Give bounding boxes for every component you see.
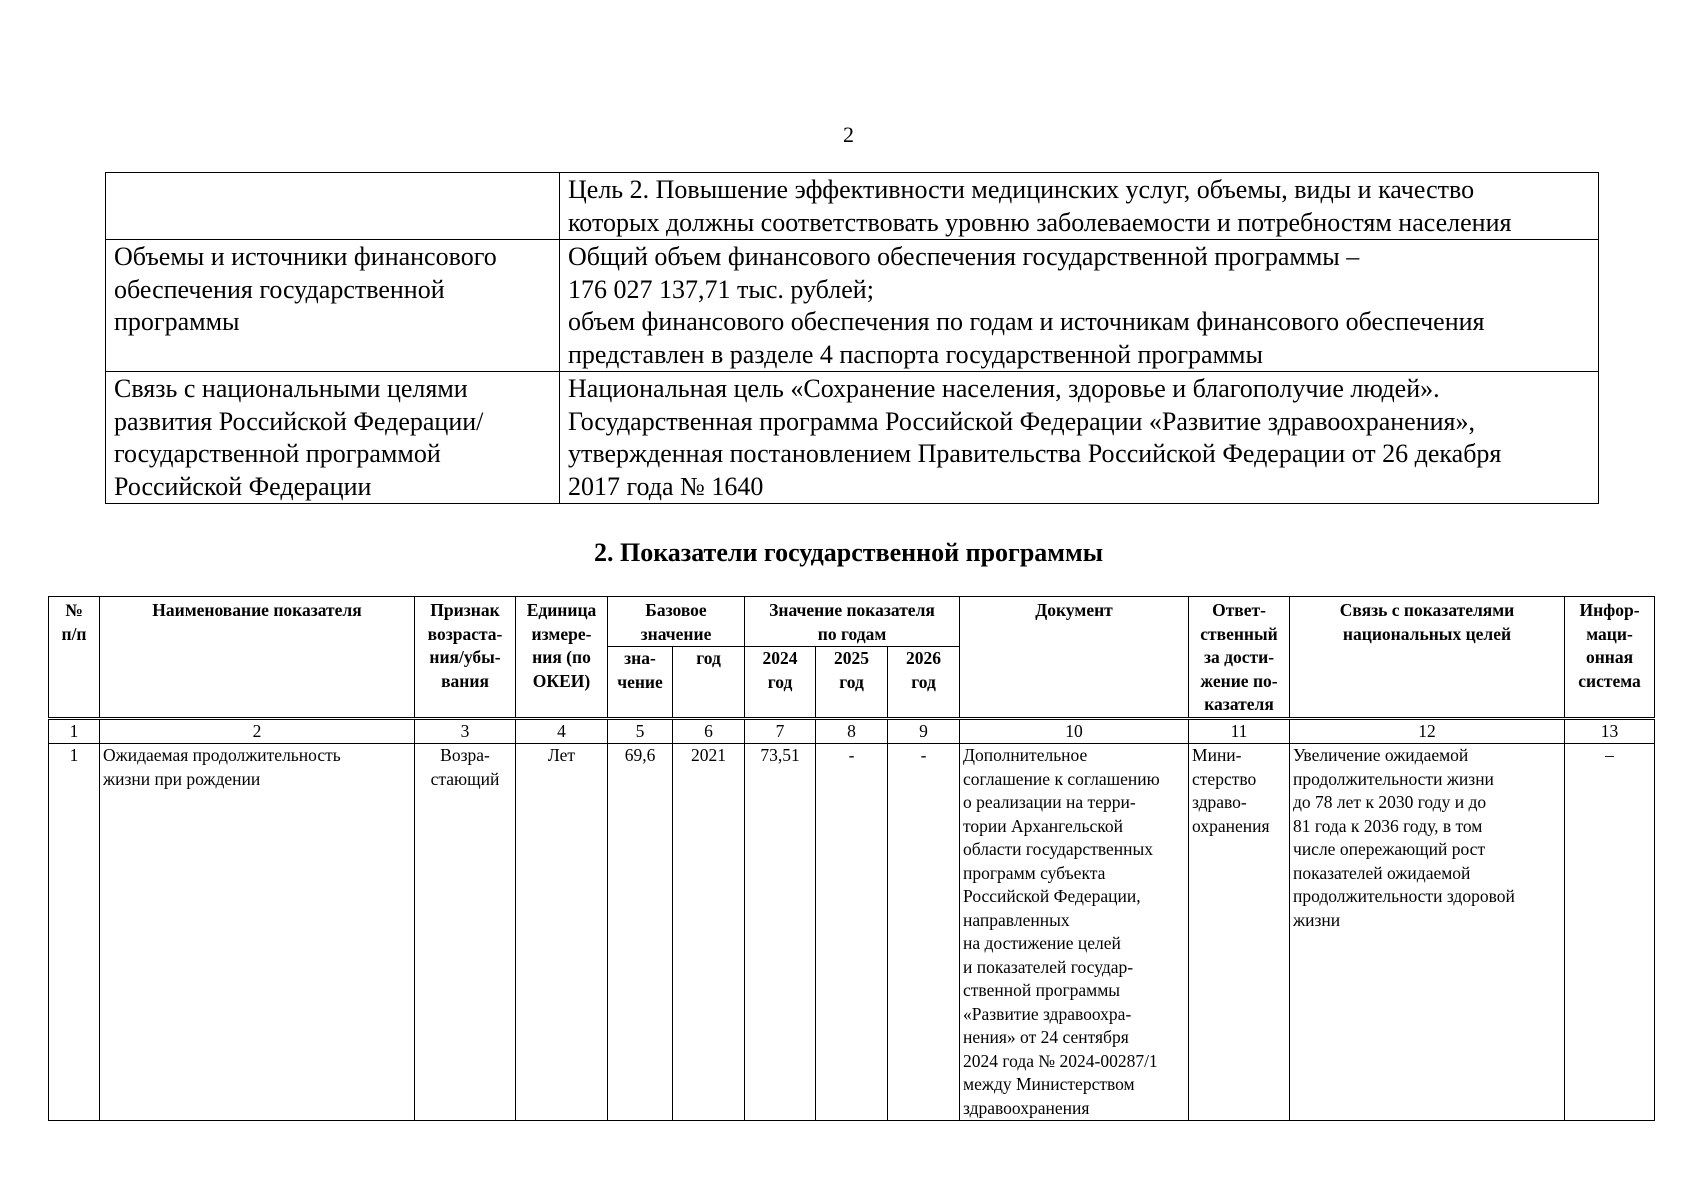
text-line: 81 года к 2036 году, в том [1293, 815, 1483, 836]
header-base-value [608, 647, 673, 718]
text-line: до 78 лет к 2030 году и до [1293, 792, 1487, 812]
text-line: о реализации на терри- [963, 792, 1136, 812]
column-number: 7 [745, 718, 816, 744]
header-text: значение [640, 623, 712, 644]
cell-document [960, 744, 1189, 1121]
column-number: 10 [960, 718, 1189, 744]
header-text: возраста- [427, 623, 503, 644]
header-text: Значение показателя [769, 600, 935, 620]
header-text: за дости- [1203, 647, 1275, 667]
cell-info-system: – [1565, 744, 1655, 1121]
passport-label [106, 372, 560, 504]
text-line: охранения [1192, 815, 1270, 836]
text-line: Государственная программа Российской Федерации «Развитие здравоохранения», [568, 406, 1476, 436]
header-text: ственный [1200, 623, 1278, 644]
header-text: вания [441, 670, 489, 691]
passport-table [105, 172, 1599, 504]
header-text: год [767, 671, 793, 692]
cell-base-year: 2021 [673, 744, 745, 1121]
text-line: жизни при рождении [103, 768, 261, 789]
text-line: числе опережающий рост [1293, 839, 1486, 859]
header-text: онная [1585, 647, 1634, 667]
header-text: п/п [61, 623, 87, 644]
text-line: и показателей государ- [963, 956, 1134, 977]
text-line: направленных [963, 909, 1070, 930]
passport-content [560, 173, 1599, 240]
column-number: 4 [516, 718, 608, 744]
header-info-system [1565, 597, 1655, 719]
header-unit [516, 597, 608, 719]
cell-2026: - [888, 744, 960, 1121]
text-line: утвержденная постановлением Правительства Российской Федерации от 26 декабря [568, 439, 1502, 468]
header-document: Документ [960, 597, 1189, 719]
cell-num: 1 [49, 744, 100, 1121]
header-base-year: год [673, 647, 745, 718]
header-link [1290, 597, 1565, 719]
header-text: год [839, 671, 864, 692]
cell-responsible [1189, 744, 1290, 1121]
passport-row-financing [106, 240, 1599, 372]
text-line: «Развитие здравоохра- [963, 1003, 1132, 1024]
column-number: 5 [608, 718, 673, 744]
header-text: зна- [624, 648, 656, 669]
header-text: год [911, 671, 936, 692]
header-sign [415, 597, 516, 719]
cell-base-value: 69,6 [608, 744, 673, 1121]
text-line: стерство [1192, 768, 1257, 789]
passport-label [106, 240, 560, 372]
header-text: ОКЕИ) [532, 670, 591, 691]
text-line: Возра- [440, 745, 490, 765]
text-line: на достижение целей [963, 933, 1121, 953]
text-line: соглашение к соглашению [963, 768, 1160, 789]
table-row [49, 744, 1655, 1121]
passport-content [560, 372, 1599, 504]
header-text: 2025 [834, 648, 869, 669]
passport-row-national-goals [106, 372, 1599, 504]
cell-2025: - [816, 744, 888, 1121]
text-line: 2017 года № 1640 [568, 471, 764, 501]
text-line: тории Архангельской [963, 815, 1124, 836]
text-line: программы [114, 307, 240, 336]
text-line: между Министерством [963, 1074, 1135, 1094]
text-line: Российской Федерации [114, 471, 372, 501]
header-text: Инфор- [1579, 600, 1640, 620]
text-line: Российской Федерации, [963, 886, 1141, 906]
header-text: система [1578, 670, 1641, 691]
column-number-row [49, 718, 1655, 744]
header-text: национальных целей [1342, 623, 1512, 644]
text-line: продолжительности жизни [1293, 768, 1494, 789]
text-line: 176 027 137,71 тыс. рублей; [568, 274, 874, 304]
header-text: ния/убы- [429, 647, 501, 667]
header-text: жение по- [1200, 670, 1278, 691]
text-line: Национальная цель «Сохранение населения, здоровье и благополучие людей». [568, 374, 1440, 403]
cell-unit: Лет [516, 744, 608, 1121]
column-number: 8 [816, 718, 888, 744]
text-line: области государственных [963, 839, 1154, 859]
column-number: 9 [888, 718, 960, 744]
text-line: 2024 года № 2024-00287/1 [963, 1050, 1158, 1071]
header-values-by-year [745, 597, 960, 647]
page-number: 2 [843, 122, 854, 147]
text-line: здравоохранения [963, 1097, 1090, 1118]
text-line: развития Российской Федерации/ [114, 406, 484, 436]
header-text: Базовое [645, 600, 707, 620]
column-number: 1 [49, 718, 100, 744]
header-num [49, 597, 100, 719]
text-line: объем финансового обеспечения по годам и источникам финансового обеспечения [568, 307, 1485, 336]
header-text: по годам [817, 623, 887, 644]
header-text: Ответ- [1212, 600, 1266, 620]
text-line: Мини- [1192, 745, 1242, 765]
text-line: программ субъекта [963, 862, 1106, 883]
column-number: 13 [1565, 718, 1655, 744]
cell-name [100, 744, 415, 1121]
text-line: которых должны соответствовать уровню заболеваемости и потребностям населения [568, 207, 1512, 237]
text-line: Цель 2. Повышение эффективности медицинских услуг, объемы, виды и качество [568, 175, 1475, 204]
text-line: представлен в разделе 4 паспорта государственной программы [568, 339, 1263, 369]
section-title: 2. Показатели государственной программы [593, 538, 1104, 567]
cell-2024: 73,51 [745, 744, 816, 1121]
text-line: здраво- [1192, 792, 1247, 812]
header-text: 2026 [906, 648, 941, 669]
header-2025 [816, 647, 888, 718]
cell-link [1290, 744, 1565, 1121]
header-text: 2024 [762, 648, 798, 669]
header-text: Признак [430, 600, 500, 620]
column-number: 6 [673, 718, 745, 744]
text-line: ственной программы [963, 980, 1121, 1000]
indicators-table [48, 596, 1655, 1121]
text-line: Общий объем финансового обеспечения государственной программы – [568, 242, 1360, 271]
cell-sign [415, 744, 516, 1121]
header-text: Единица [526, 600, 597, 620]
header-text: маци- [1586, 623, 1633, 644]
text-line: Ожидаемая продолжительность [103, 745, 341, 765]
text-line: государственной программой [114, 439, 441, 468]
column-number: 3 [415, 718, 516, 744]
text-line: Увеличение ожидаемой [1293, 745, 1469, 765]
header-text: Связь с показателями [1339, 600, 1515, 620]
header-name: Наименование показателя [100, 597, 415, 719]
text-line: стающий [430, 768, 500, 789]
column-number: 2 [100, 718, 415, 744]
text-line: продолжительности здоровой [1293, 886, 1515, 906]
passport-content [560, 240, 1599, 372]
header-responsible [1189, 597, 1290, 719]
text-line: нения» от 24 сентября [963, 1027, 1129, 1047]
passport-row-goal [106, 173, 1599, 240]
header-2024 [745, 647, 816, 718]
header-text: казателя [1204, 694, 1274, 714]
header-text: измере- [531, 623, 592, 644]
passport-label [106, 173, 560, 240]
text-line: показателей ожидаемой [1293, 862, 1471, 883]
text-line: Дополнительное [963, 745, 1088, 765]
header-row [49, 597, 1655, 647]
text-line: Связь с национальными целями [114, 374, 468, 403]
header-base [608, 597, 745, 647]
header-2026 [888, 647, 960, 718]
header-text: чение [617, 671, 663, 692]
column-number: 12 [1290, 718, 1565, 744]
header-text: № [65, 600, 83, 620]
header-text: ния (по [532, 647, 591, 667]
text-line: жизни [1293, 909, 1341, 930]
text-line: Объемы и источники финансового [114, 242, 497, 271]
text-line: обеспечения государственной [114, 274, 445, 304]
column-number: 11 [1189, 718, 1290, 744]
